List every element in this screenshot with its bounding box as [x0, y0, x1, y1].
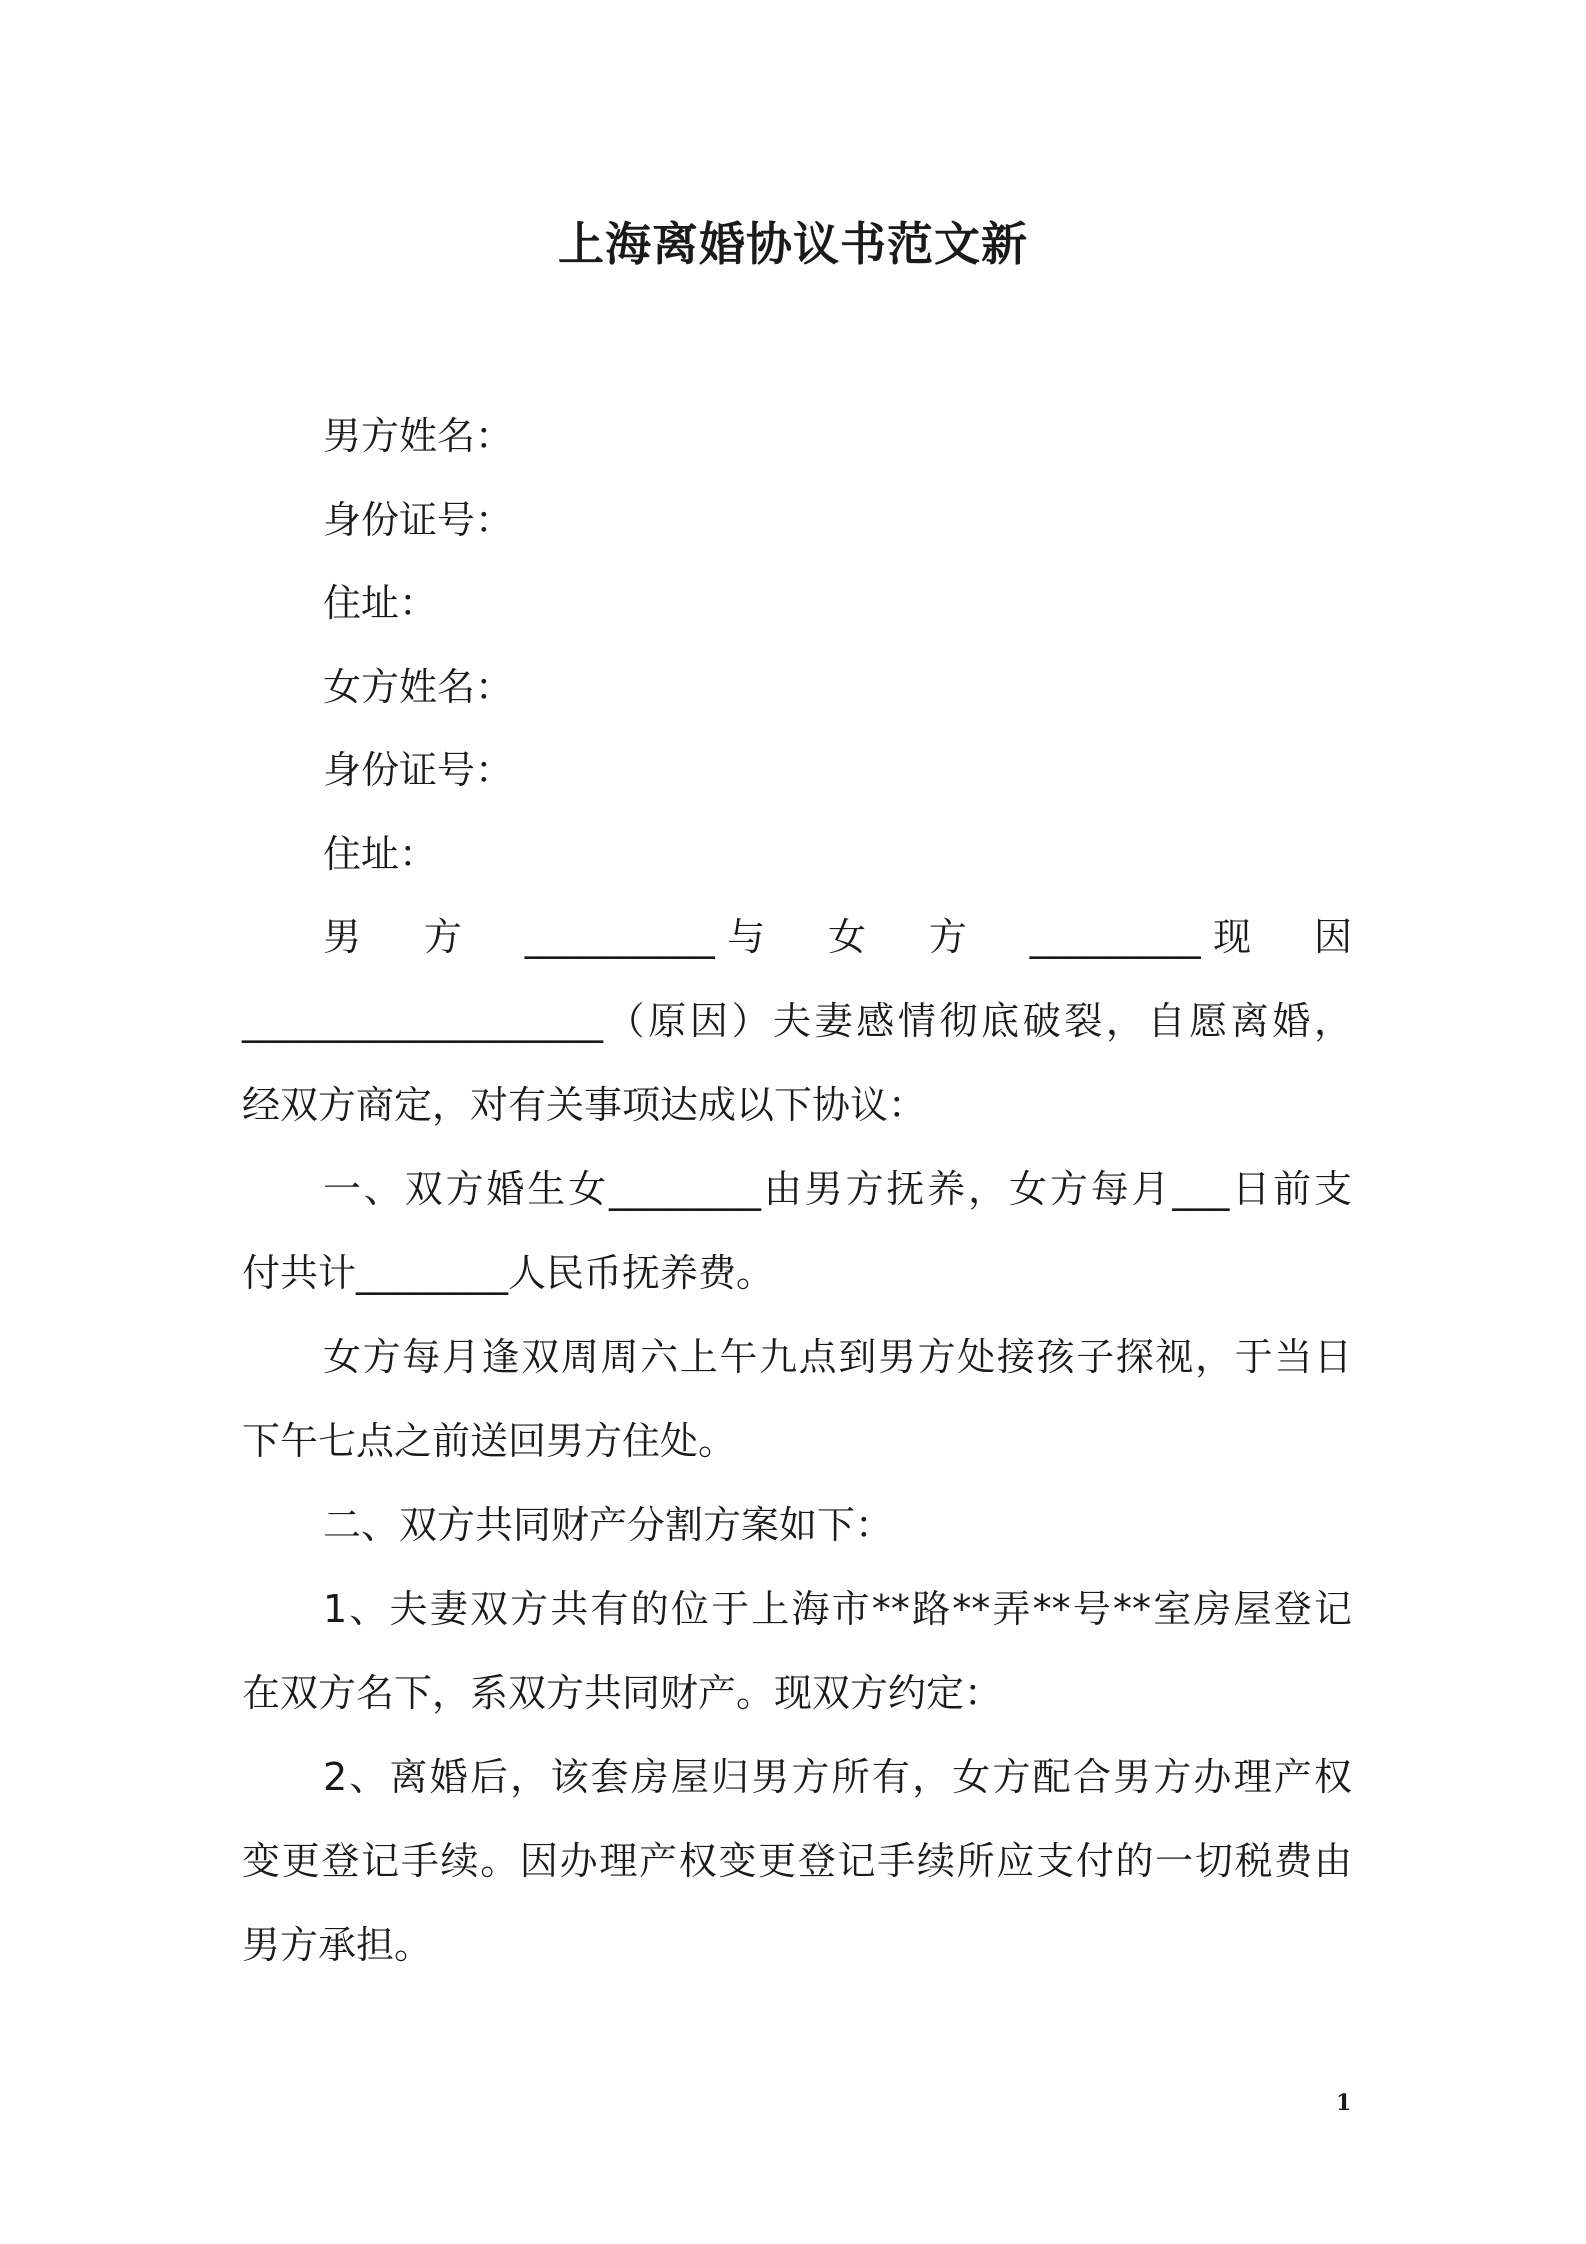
body-line: 下午七点之前送回男方住处。 [242, 1419, 737, 1463]
agreement-body [242, 895, 1352, 1987]
body-line: 2、离婚后，该套房屋归男方所有，女方配合男方办理产权 [323, 1755, 1352, 1799]
male-id-label: 身份证号： [323, 498, 514, 542]
body-line: 女方每月逢双周周六上午九点到男方处接孩子探视，于当日 [323, 1335, 1352, 1379]
body-line: ___________________（原因）夫妻感情彻底破裂，自愿离婚， [242, 999, 1352, 1043]
body-line: 付共计________人民币抚养费。 [242, 1251, 775, 1295]
male-name-label: 男方姓名： [323, 414, 514, 458]
body-line: 男 方 __________与 女 方 _________现 因 [323, 915, 1352, 959]
male-address-label: 住址： [323, 581, 438, 625]
female-name-label: 女方姓名： [323, 665, 514, 709]
document-title: 上海离婚协议书范文新 [558, 217, 1028, 271]
female-id-label: 身份证号： [323, 748, 514, 792]
body-line: 1、夫妻双方共有的位于上海市**路**弄**号**室房屋登记 [323, 1587, 1352, 1631]
female-address-label: 住址： [323, 832, 438, 876]
body-line: 在双方名下，系双方共同财产。现双方约定： [242, 1671, 1003, 1715]
body-line: 二、双方共同财产分割方案如下： [323, 1503, 894, 1547]
body-line: 经双方商定，对有关事项达成以下协议： [242, 1083, 927, 1127]
body-line: 一、双方婚生女________由男方抚养，女方每月___日前支 [323, 1167, 1352, 1211]
body-line: 变更登记手续。因办理产权变更登记手续所应支付的一切税费由 [242, 1839, 1352, 1883]
body-line: 男方承担。 [242, 1923, 433, 1967]
page-number: 1 [1336, 2090, 1352, 2116]
